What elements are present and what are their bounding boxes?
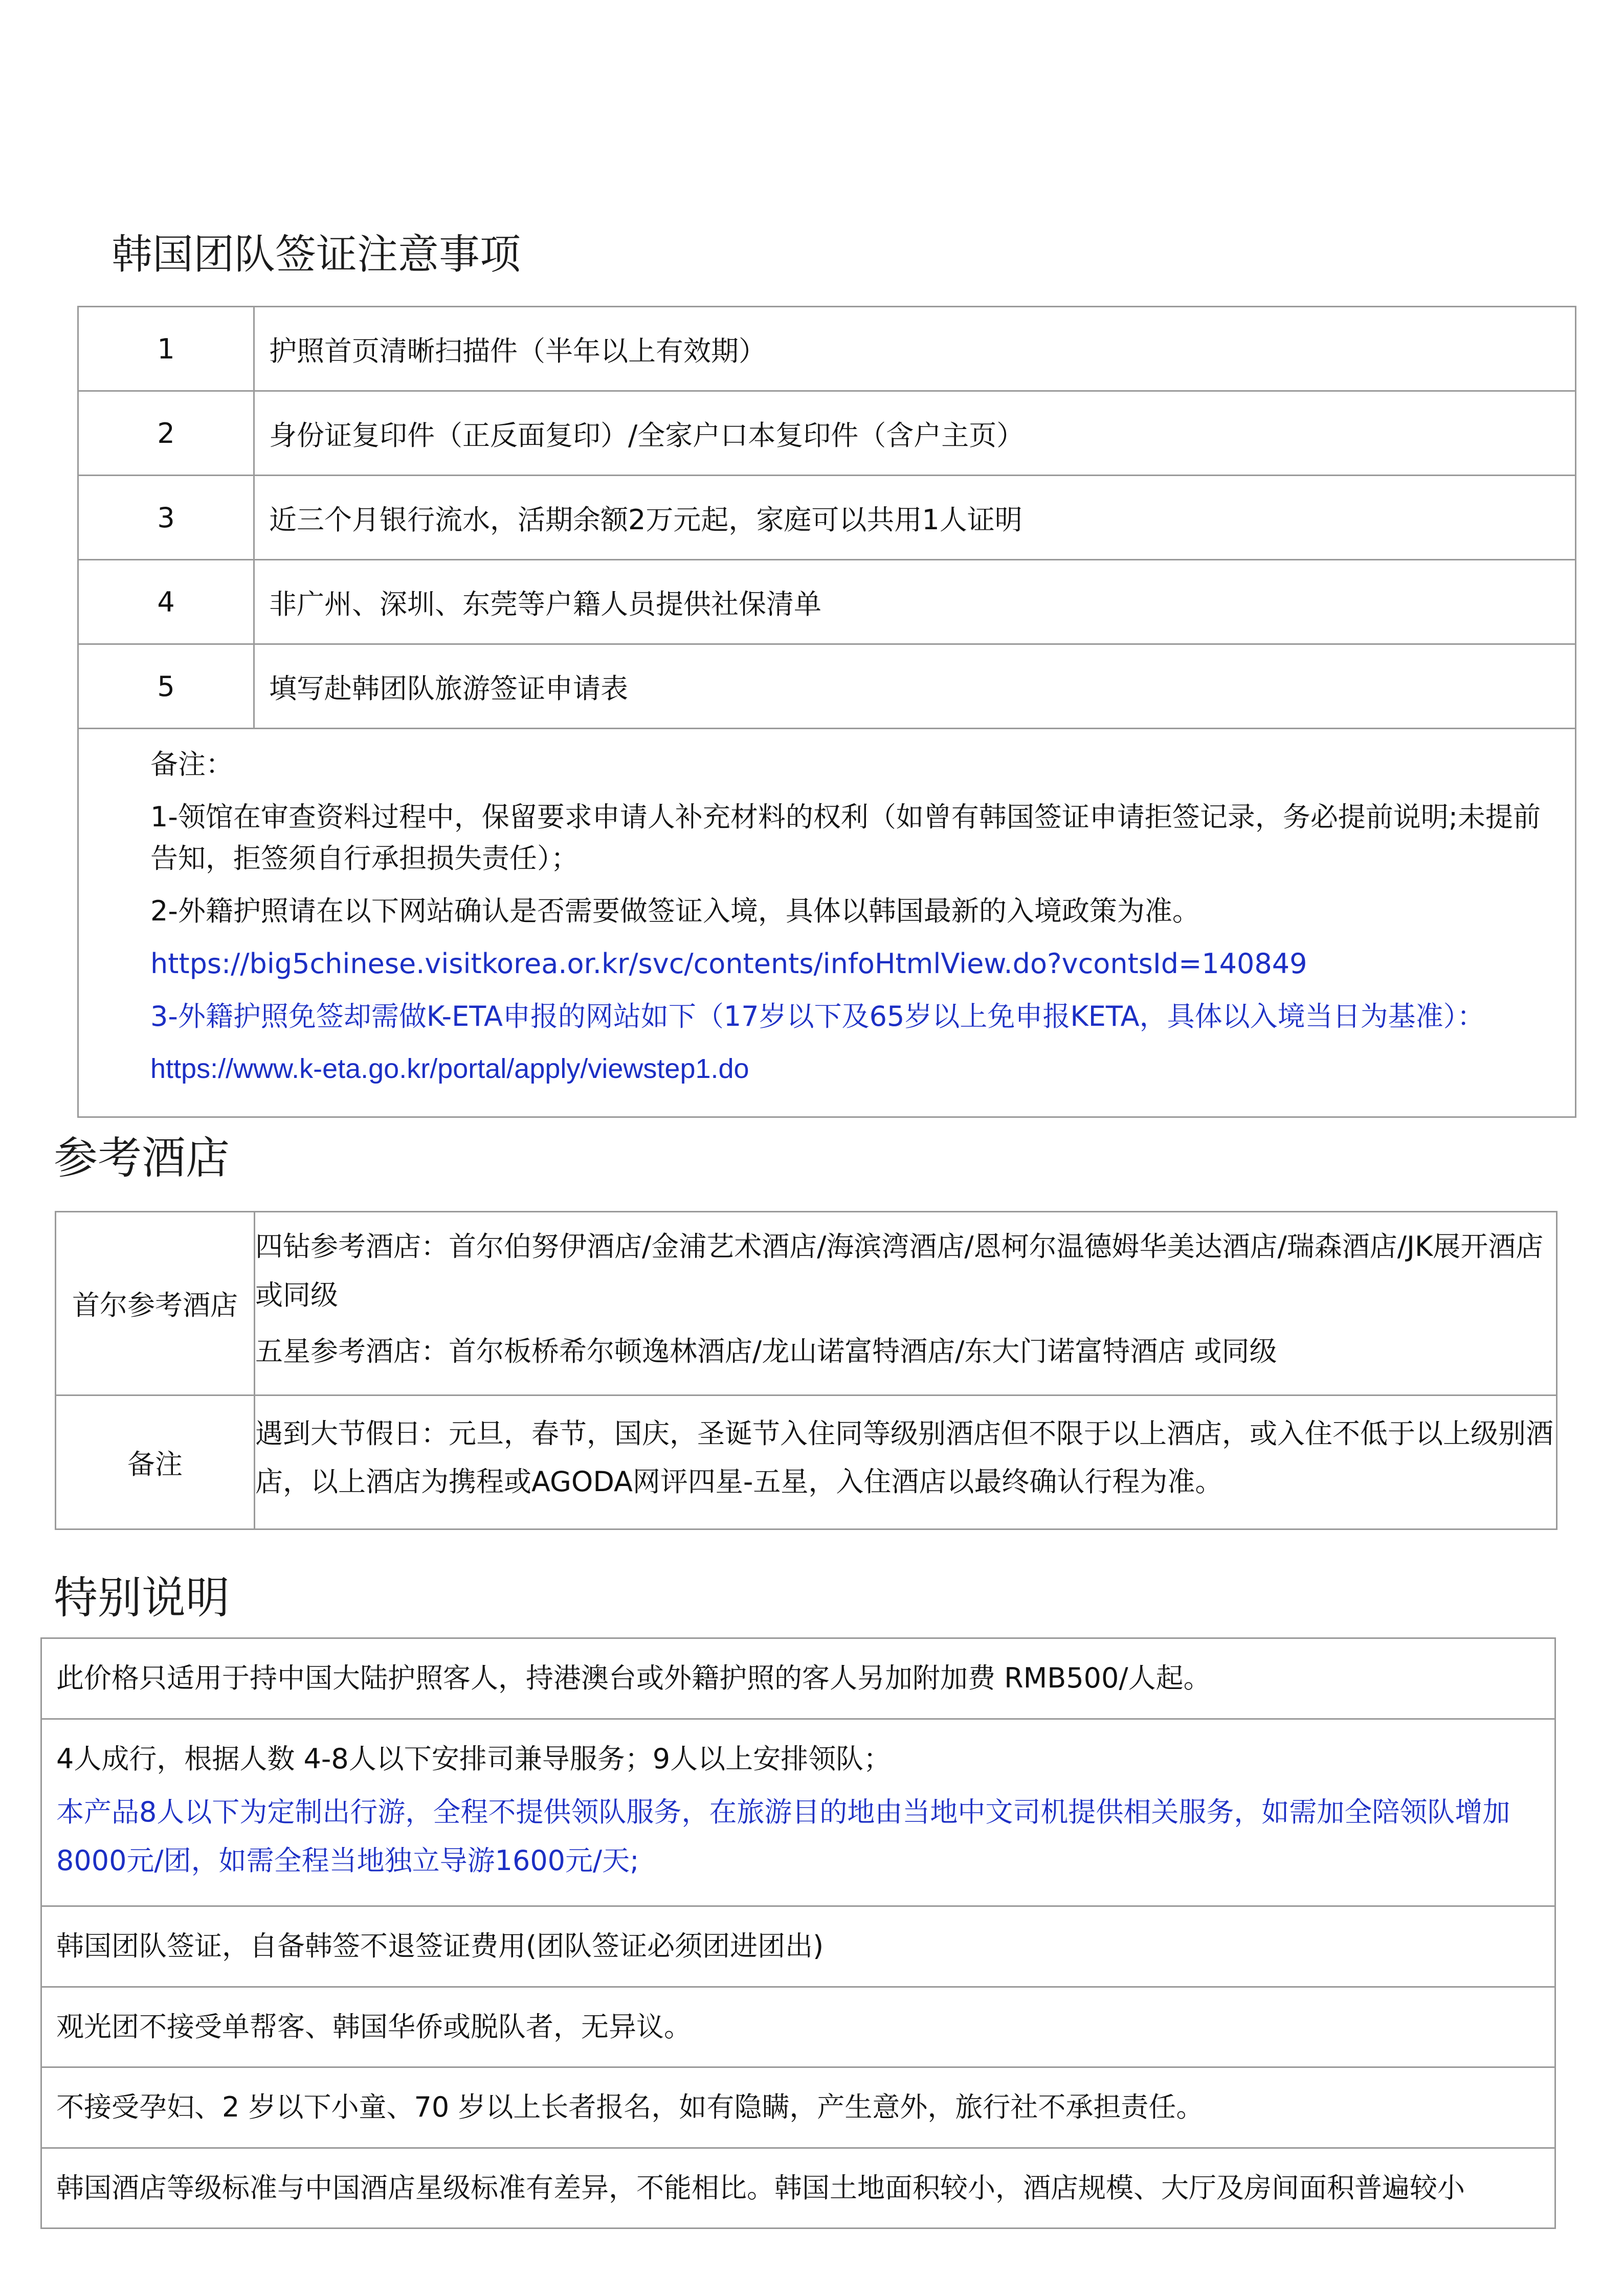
row-number: 3 [78, 476, 254, 560]
special-section-title: 特别说明 [54, 1572, 230, 1624]
table-row [78, 307, 1576, 391]
hotels-section-title: 参考酒店 [54, 1133, 230, 1184]
seoul-hotels-label: 首尔参考酒店 [56, 1212, 255, 1395]
table-row [56, 1395, 1557, 1529]
table-row [41, 1638, 1555, 1719]
hotel-remark-text: 遇到大节假日：元旦，春节，国庆，圣诞节入住同等级别酒店但不限于以上酒店，或入住不低于以上级别酒店，以上酒店为携程或AGODA网评四星-五星，入住酒店以最终确认行程为准。 [255, 1417, 1553, 1498]
special-item [41, 1719, 1555, 1906]
table-row [56, 1212, 1557, 1395]
special-item: 韩国团队签证，自备韩签不退签证费用(团队签证必须团进团出) [41, 1906, 1555, 1987]
notes-row [78, 729, 1576, 1117]
notes-cell [78, 729, 1576, 1117]
seoul-hotels-cell [255, 1212, 1580, 1395]
table-row [78, 560, 1576, 644]
hotels-table [55, 1211, 1580, 1530]
note-foreign-passport: 2-外籍护照请在以下网站确认是否需要做签证入境，具体以韩国最新的入境政策为准。 [150, 895, 1200, 927]
table-row [41, 1987, 1555, 2067]
visa-requirements-table [77, 306, 1576, 1118]
requirement-text: 近三个月银行流水，活期余额2万元起，家庭可以共用1人证明 [254, 476, 1576, 560]
special-item: 此价格只适用于持中国大陆护照客人，持港澳台或外籍护照的客人另加附加费 RMB500/人起。 [41, 1638, 1555, 1719]
special-item: 韩国酒店等级标准与中国酒店星级标准有差异，不能相比。韩国土地面积较小，酒店规模、大厅及房间面积普遍较小 [41, 2148, 1555, 2229]
four-diamond-hotels: 四钻参考酒店：首尔伯努伊酒店/金浦艺术酒店/海滨湾酒店/恩柯尔温德姆华美达酒店/瑞森酒店/JK展开酒店 或同级 [255, 1230, 1580, 1311]
notes-label: 备注： [150, 748, 233, 780]
hotel-remark-label: 备注 [56, 1395, 255, 1529]
keta-link[interactable]: https://www.k-eta.go.kr/portal/apply/viewstep1.do [150, 1053, 749, 1084]
five-star-hotels: 五星参考酒店：首尔板桥希尔顿逸林酒店/龙山诺富特酒店/东大门诺富特酒店 或同级 [255, 1335, 1277, 1367]
row-number: 1 [78, 307, 254, 391]
table-row [41, 2148, 1555, 2229]
special-item: 观光团不接受单帮客、韩国华侨或脱队者，无异议。 [41, 1987, 1555, 2067]
requirement-text: 非广州、深圳、东莞等户籍人员提供社保清单 [254, 560, 1576, 644]
table-row [41, 1906, 1555, 1987]
visa-section-title: 韩国团队签证注意事项 [112, 231, 521, 278]
requirement-text: 填写赴韩团队旅游签证申请表 [254, 644, 1576, 729]
requirement-text: 身份证复印件（正反面复印）/全家户口本复印件（含户主页） [254, 391, 1576, 476]
table-row [78, 476, 1576, 560]
group-size-note: 4人成行，根据人数 4-8人以下安排司兼导服务；9人以上安排领队； [56, 1742, 892, 1775]
special-item: 不接受孕妇、2 岁以下小童、70 岁以上长者报名，如有隐瞒，产生意外，旅行社不承担责任。 [41, 2067, 1555, 2148]
note-consulate: 1-领馆在审查资料过程中，保留要求申请人补充材料的权利（如曾有韩国签证申请拒签记录，务必提前说明;未提前告知，拒签须自行承担损失责任）； [150, 801, 1541, 874]
row-number: 4 [78, 560, 254, 644]
custom-tour-note: 本产品8人以下为定制出行游，全程不提供领队服务，在旅游目的地由当地中文司机提供相关服务，如需加全陪领队增加8000元/团，如需全程当地独立导游1600元/天; [56, 1796, 1510, 1877]
table-row [41, 2067, 1555, 2148]
row-number: 2 [78, 391, 254, 476]
row-number: 5 [78, 644, 254, 729]
special-notes-table [40, 1637, 1556, 2229]
visitkorea-link[interactable]: https://big5chinese.visitkorea.or.kr/svc/contents/infoHtmlView.do?vcontsId=140849 [150, 948, 1307, 980]
note-keta: 3-外籍护照免签却需做K-ETA申报的网站如下（17岁以下及65岁以上免申报KETA，具体以入境当日为基准）： [150, 1000, 1485, 1032]
hotel-remark-cell [255, 1395, 1557, 1529]
table-row [78, 391, 1576, 476]
table-row [78, 644, 1576, 729]
table-row [41, 1719, 1555, 1906]
requirement-text: 护照首页清晰扫描件（半年以上有效期） [254, 307, 1576, 391]
